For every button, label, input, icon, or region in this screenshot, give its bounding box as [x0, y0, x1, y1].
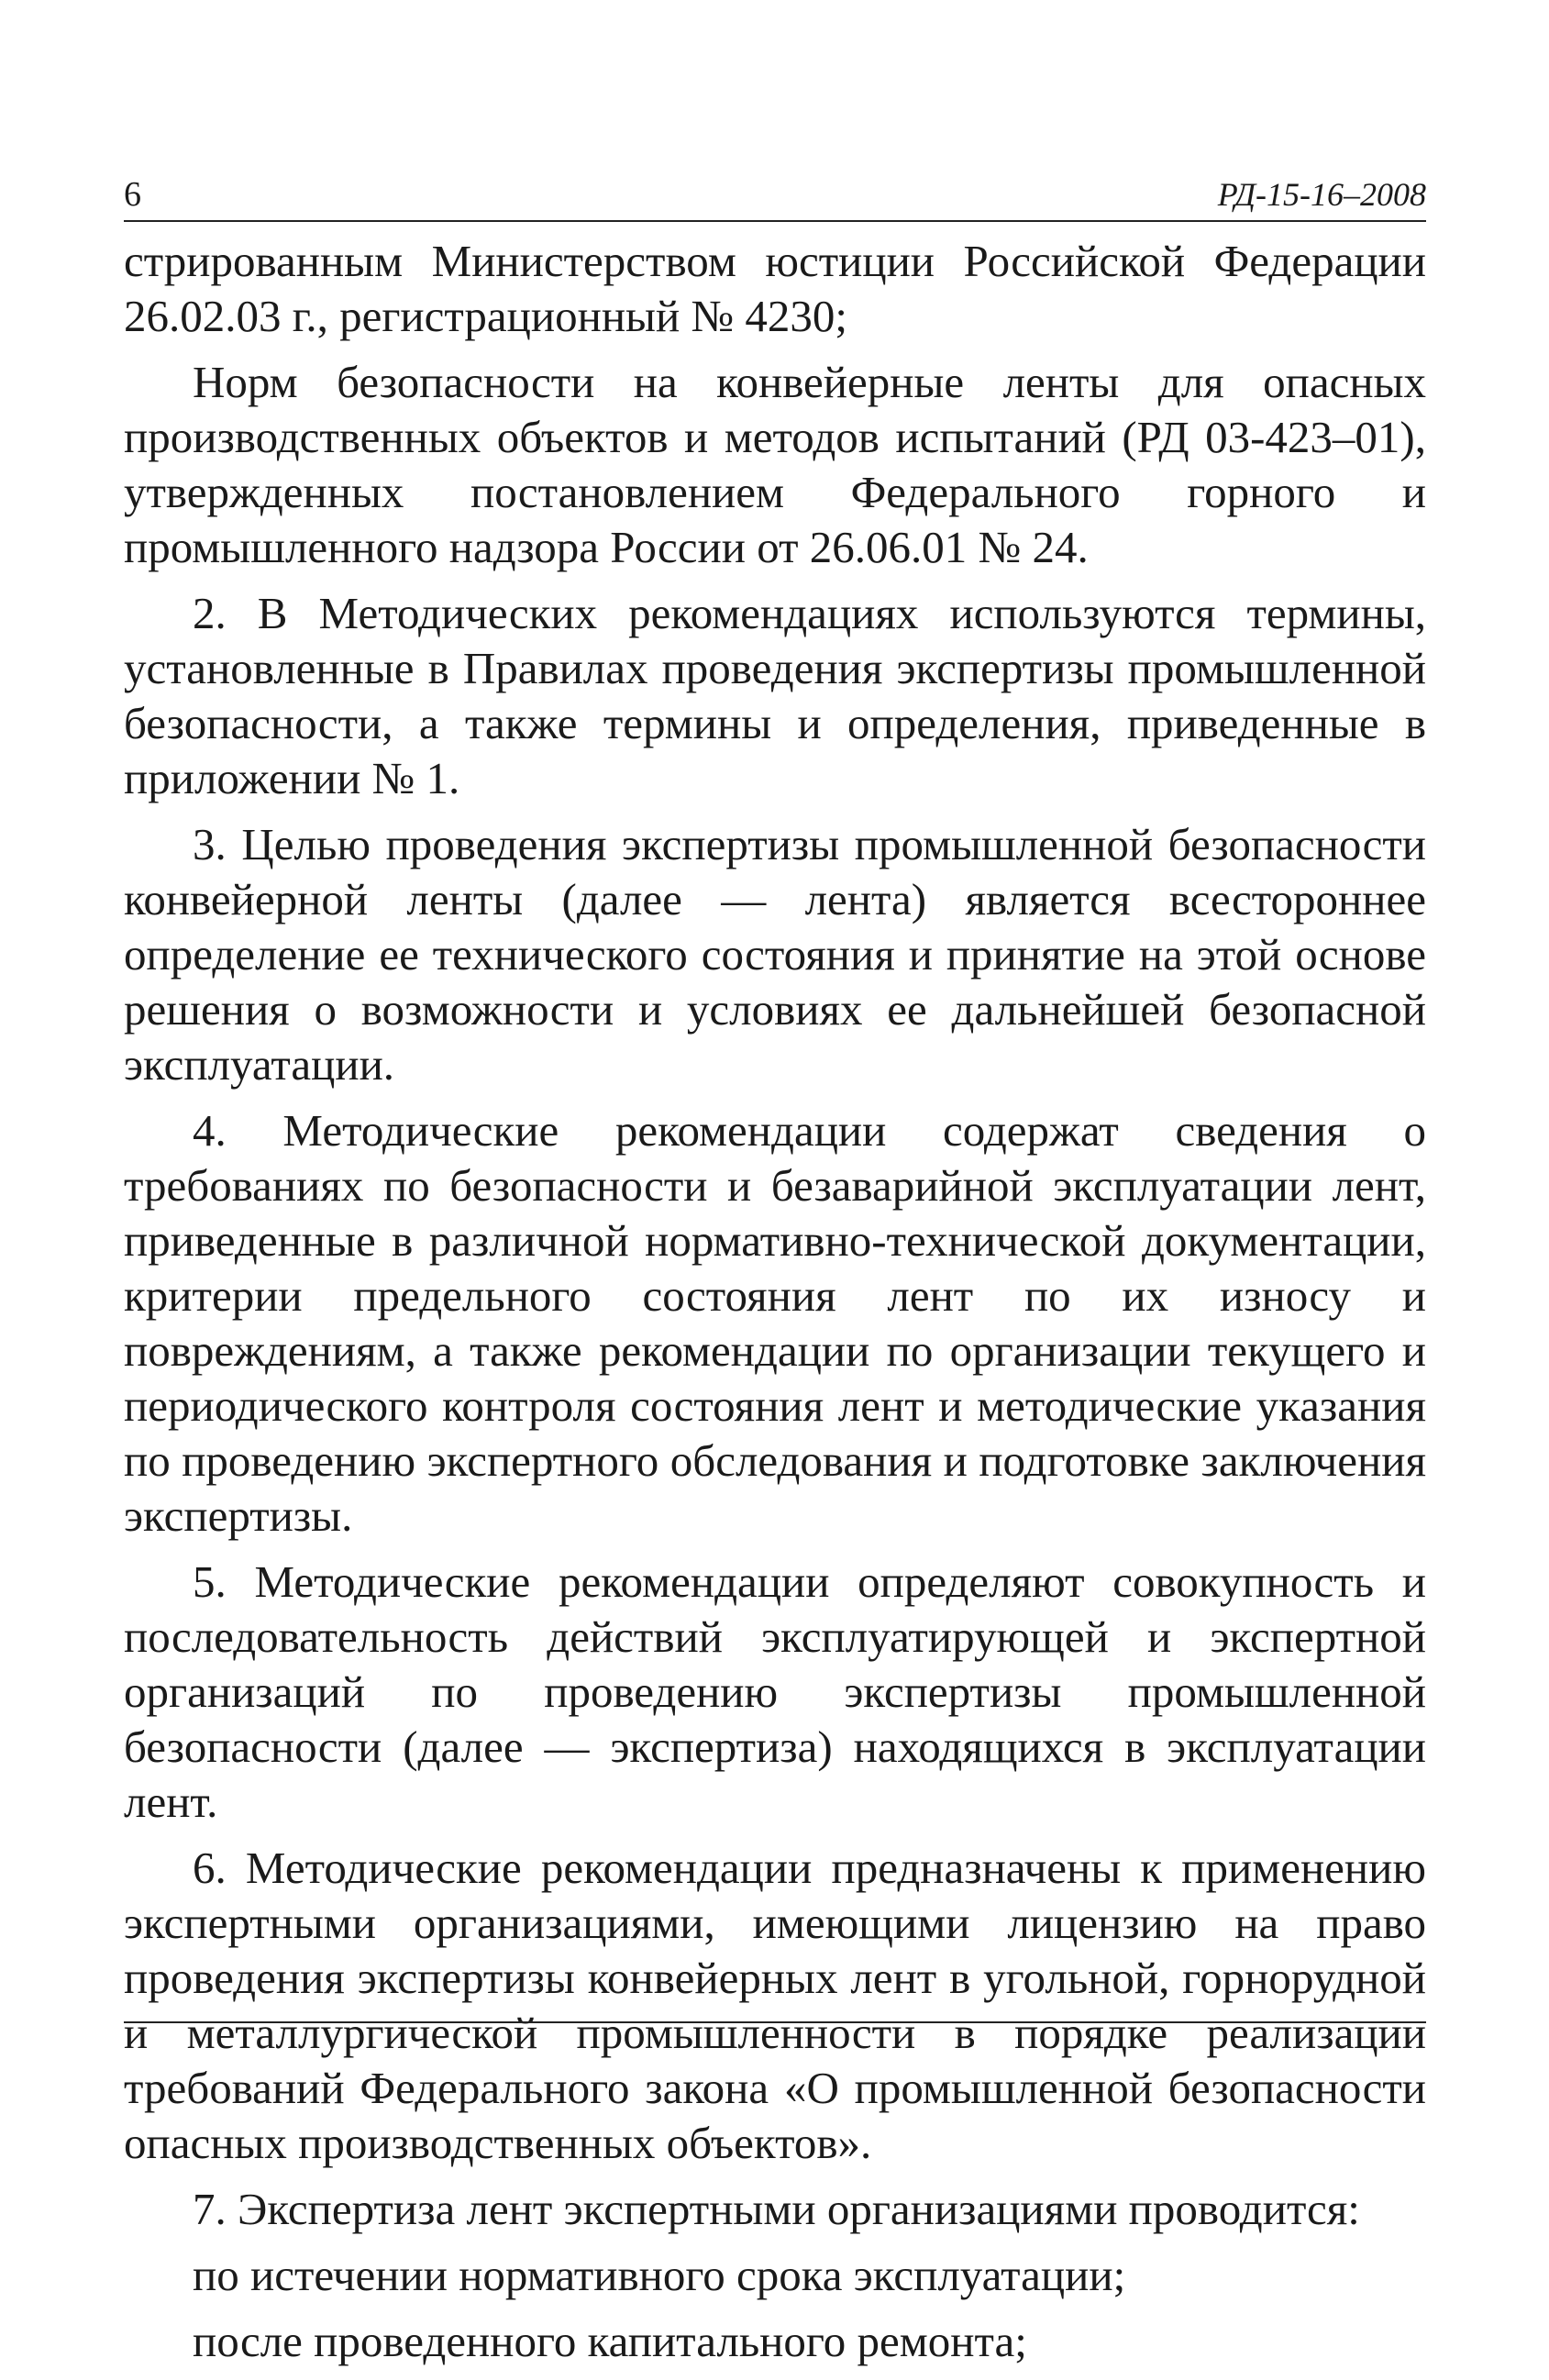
paragraph-item-2: 2. В Методических рекомендациях используются термины, установленные в Правилах проведения экспертизы промышленной безопасности, а также термины и определения, приведенные в приложении № 1.	[124, 588, 1426, 803]
paragraph-item-5: 5. Методические рекомендации определяют совокупность и последовательность действий эксплуатирующей и экспертной организаций по проведению экспертизы промышленной безопасности (далее — экспертиза) находящихся в эксплуатации лент.	[124, 1556, 1426, 1827]
page-body	[124, 234, 1426, 2380]
paragraph-item-7: 7. Экспертиза лент экспертными организациями проводится:	[193, 2184, 1360, 2234]
list-item-repair: после проведенного капитального ремонта;	[193, 2316, 1027, 2366]
paragraph-item-6: 6. Методические рекомендации предназначены к применению экспертными организациями, имеющими лицензию на право проведения экспертизы конвейерных лент в угольной, горнорудной и металлургической промышленности в порядке реализации требований Федерального закона «О промышленной безопасности опасных производственных объектов».	[124, 1843, 1426, 2168]
page-number: 6	[124, 175, 141, 214]
bottom-divider	[124, 2021, 1426, 2023]
paragraph-item-4: 4. Методические рекомендации содержат сведения о требованиях по безопасности и безаварийной эксплуатации лент, приведенные в различной нормативно-технической документации, критерии предельного состояния лент по их износу и повреждениям, а также рекомендации по организации текущего и периодического контроля состояния лент и методические указания по проведению экспертного обследования и подготовке заключения экспертизы.	[124, 1105, 1426, 1541]
paragraph-norms: Норм безопасности на конвейерные ленты для опасных производственных объектов и методов испытаний (РД 03-423–01), утвержденных постановлением Федерального горного и промышленного надзора России от 26.06.01 № 24.	[124, 357, 1426, 572]
paragraph-continuation: стрированным Министерством юстиции Российской Федерации 26.02.03 г., регистрационный № 4230;	[124, 236, 1426, 341]
paragraph-item-3: 3. Целью проведения экспертизы промышленной безопасности конвейерной ленты (далее — лента) является всестороннее определение ее технического состояния и принятие на этой основе решения о возможности и условиях ее дальнейшей безопасной эксплуатации.	[124, 819, 1426, 1090]
page-header	[124, 174, 1426, 222]
document-code: РД-15-16–2008	[1217, 176, 1426, 213]
list-item-expiry: по истечении нормативного срока эксплуатации;	[193, 2250, 1126, 2300]
